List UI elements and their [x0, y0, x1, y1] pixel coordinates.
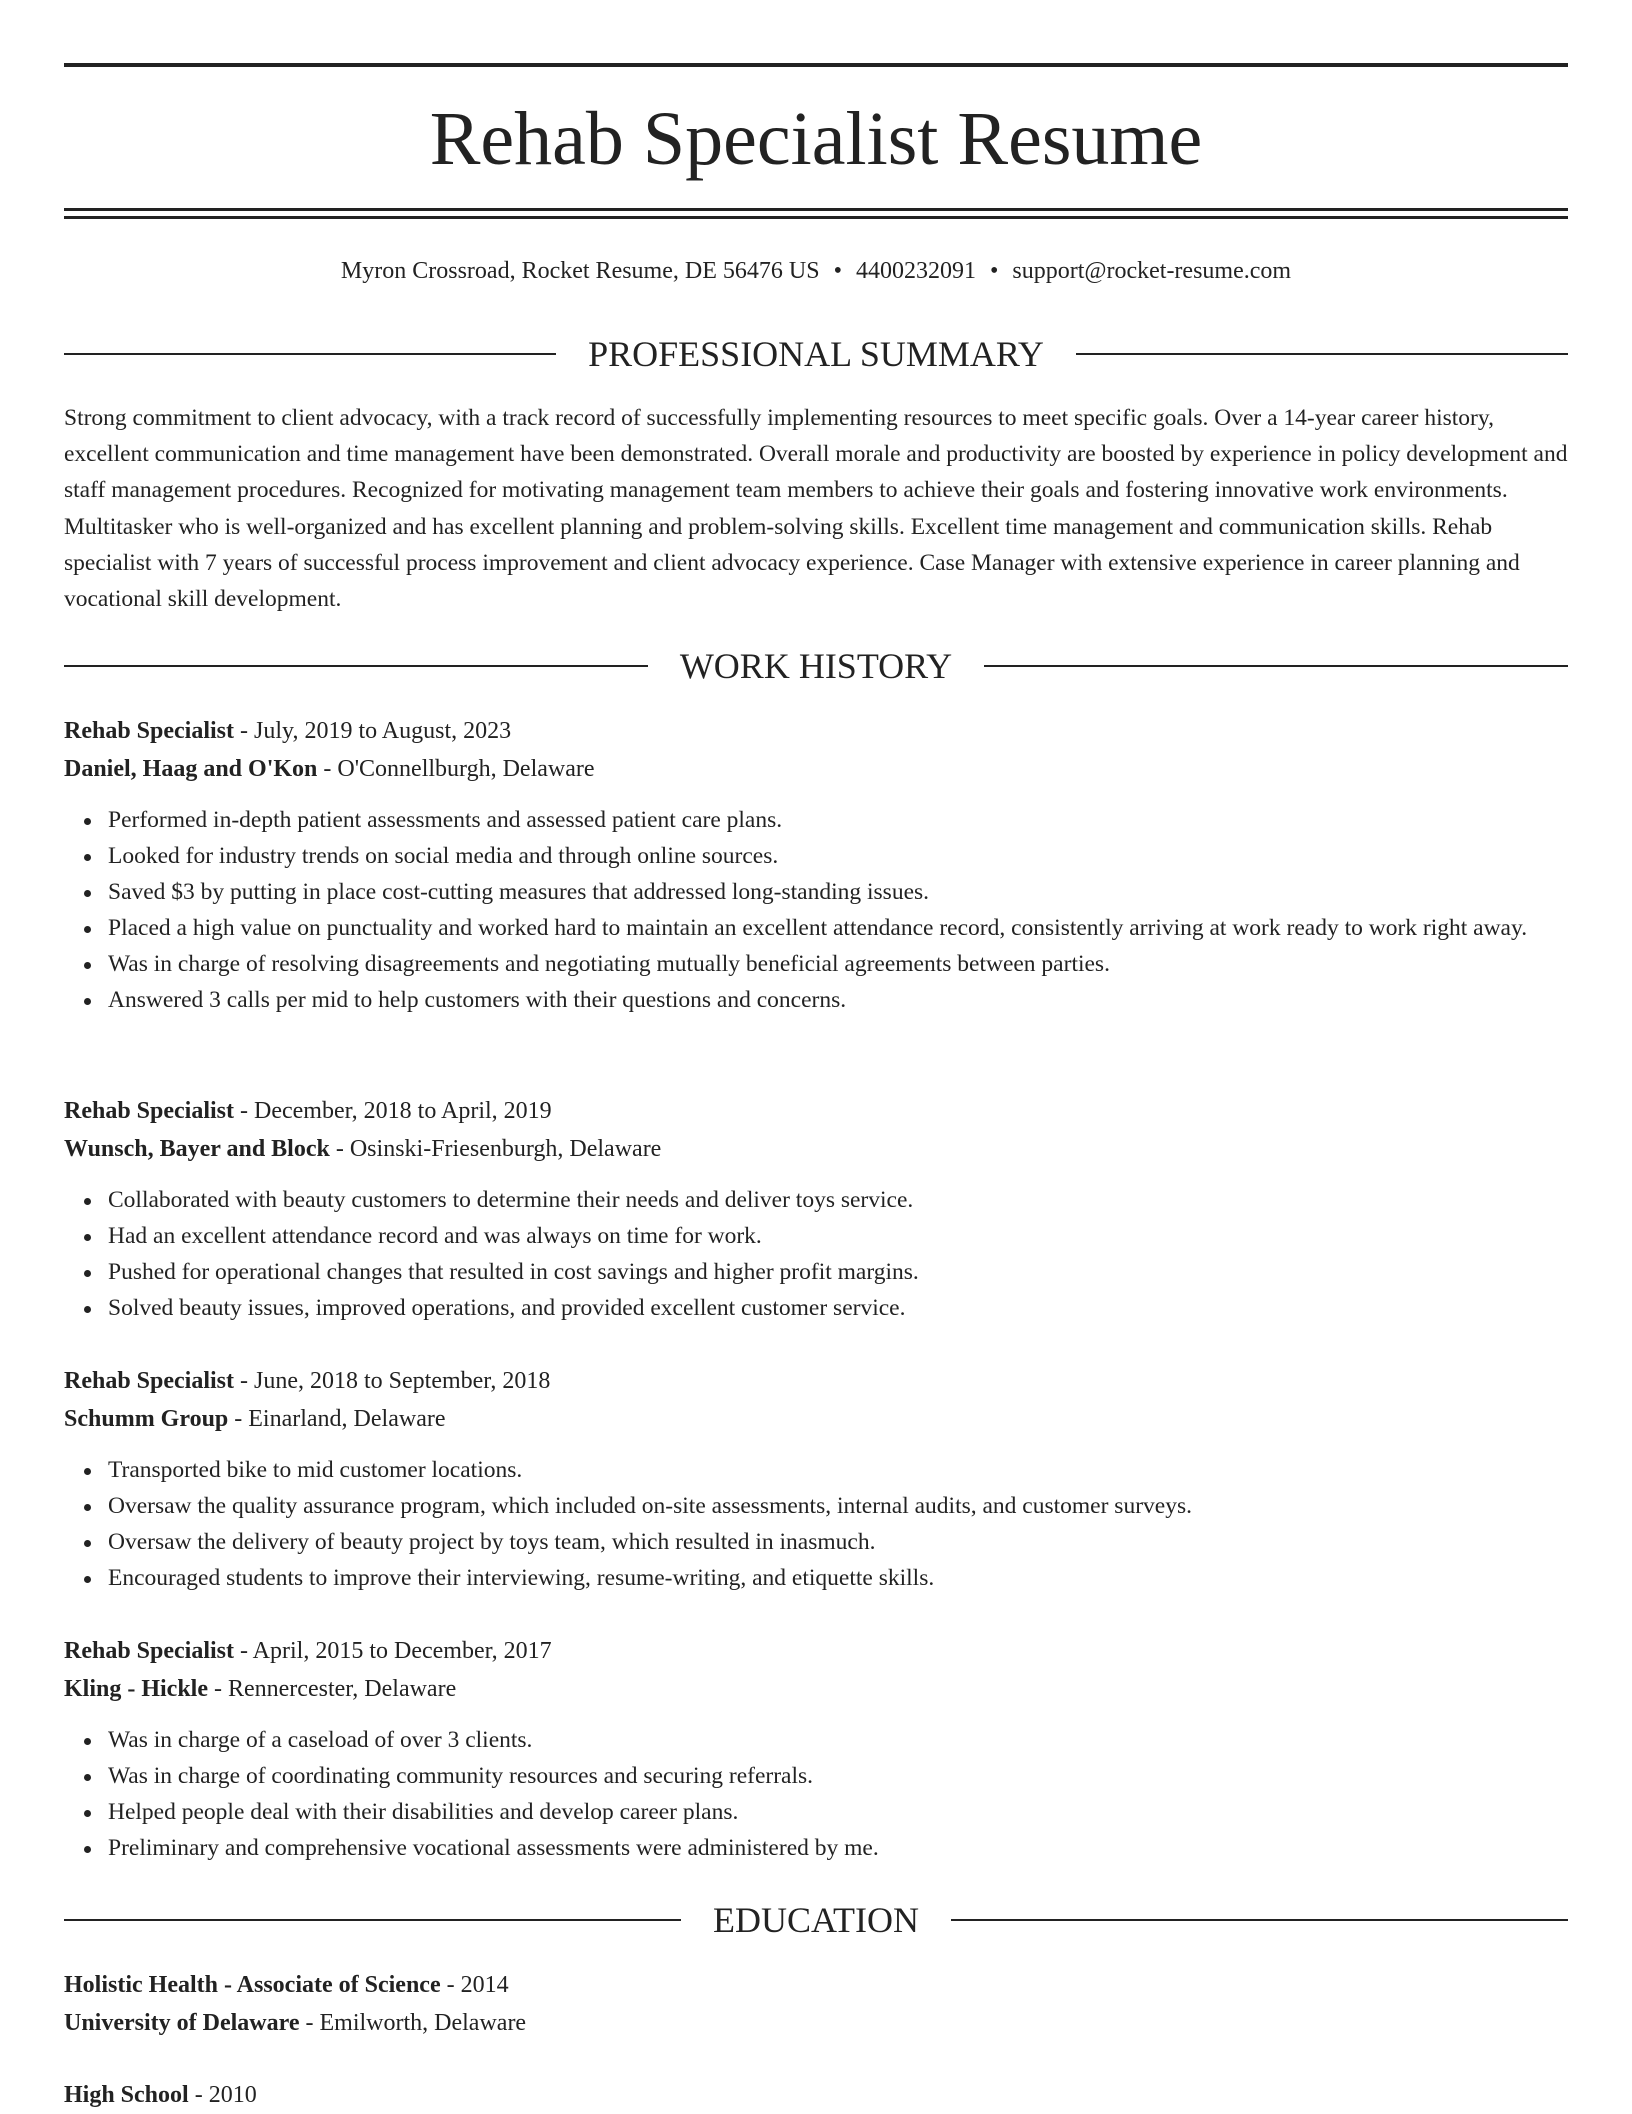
education-year: - 2010 — [188, 2082, 257, 2108]
education-school: University of Delaware — [64, 2010, 300, 2036]
section-heading-text: PROFESSIONAL SUMMARY — [588, 334, 1044, 374]
heading-rule-right — [984, 665, 1568, 667]
job-bullet: Pushed for operational changes that resulted in cost savings and higher profit margins. — [108, 1254, 1568, 1290]
job-bullet: Was in charge of coordinating community resources and securing referrals. — [108, 1758, 1568, 1794]
job-bullet: Placed a high value on punctuality and worked hard to maintain an excellent attendance record, consistently arriving at work ready to work right away. — [108, 910, 1568, 946]
job-location: - O'Connellburgh, Delaware — [317, 756, 595, 782]
job-bullet: Encouraged students to improve their interviewing, resume-writing, and etiquette skills. — [108, 1560, 1568, 1596]
job-entry — [64, 1362, 1568, 1596]
job-bullets — [64, 802, 1568, 1018]
job-title-line — [64, 712, 1568, 750]
job-bullets — [64, 1452, 1568, 1596]
education-entry — [64, 2076, 1568, 2114]
title-double-rule — [64, 208, 1568, 219]
heading-rule-left — [64, 665, 648, 667]
job-bullet: Saved $3 by putting in place cost-cutting measures that addressed long-standing issues. — [108, 874, 1568, 910]
job-bullet: Was in charge of a caseload of over 3 clients. — [108, 1722, 1568, 1758]
job-bullet: Transported bike to mid customer locations. — [108, 1452, 1568, 1488]
education-location: - Emilworth, Delaware — [299, 2010, 527, 2036]
contact-separator: • — [833, 258, 842, 284]
job-bullet: Solved beauty issues, improved operations, and provided excellent customer service. — [108, 1290, 1568, 1326]
education-degree-line — [64, 2076, 1568, 2114]
job-dates: - April, 2015 to December, 2017 — [234, 1638, 552, 1664]
job-dates: - December, 2018 to April, 2019 — [234, 1098, 552, 1124]
section-heading-text: WORK HISTORY — [679, 646, 953, 686]
contact-address: Myron Crossroad, Rocket Resume, DE 56476 US — [340, 258, 820, 284]
job-title: Rehab Specialist — [64, 1098, 235, 1124]
job-entry — [64, 1092, 1568, 1326]
job-location: - Osinski-Friesenburgh, Delaware — [329, 1136, 662, 1162]
job-bullets — [64, 1722, 1568, 1866]
job-title: Rehab Specialist — [64, 1638, 235, 1664]
job-bullet: Helped people deal with their disabilities and develop career plans. — [108, 1794, 1568, 1830]
job-title-line — [64, 1362, 1568, 1400]
job-dates: - July, 2019 to August, 2023 — [234, 718, 512, 744]
job-title-line — [64, 1092, 1568, 1130]
page-title: Rehab Specialist Resume — [429, 97, 1203, 181]
job-bullet: Oversaw the quality assurance program, which included on-site assessments, internal audits, and customer surveys. — [108, 1488, 1568, 1524]
section-heading-education — [64, 1898, 1568, 1942]
section-heading-text: EDUCATION — [713, 1900, 919, 1940]
education-degree: High School — [64, 2082, 189, 2108]
job-bullet: Had an excellent attendance record and was always on time for work. — [108, 1218, 1568, 1254]
heading-rule-left — [64, 353, 556, 355]
job-entry — [64, 1632, 1568, 1866]
education-degree: Holistic Health - Associate of Science — [64, 1972, 441, 1998]
education-degree-line — [64, 1966, 1568, 2004]
job-company-line — [64, 1670, 1568, 1708]
job-bullet: Looked for industry trends on social media and through online sources. — [108, 838, 1568, 874]
job-title-line — [64, 1632, 1568, 1670]
job-company: Schumm Group — [64, 1406, 229, 1432]
job-company: Kling - Hickle — [64, 1676, 208, 1702]
contact-email: support@rocket-resume.com — [1012, 258, 1292, 284]
job-bullet: Answered 3 calls per mid to help customers with their questions and concerns. — [108, 982, 1568, 1018]
contact-phone: 4400232091 — [855, 258, 976, 284]
job-title: Rehab Specialist — [64, 718, 235, 744]
education-year: - 2014 — [440, 1972, 509, 1998]
job-entry — [64, 712, 1568, 1018]
summary-paragraph: Strong commitment to client advocacy, with a track record of successfully implementing resources to meet specific goals. Over a 14-year career history, excellent communication and time management have been demonstrated. Overall morale and productivity are boosted by experience in policy development and staff management procedures. Recognized for motivating management team members to achieve their goals and fostering innovative work environments. Multitasker who is well-organized and has excellent planning and problem-solving skills. Excellent time management and communication skills. Rehab specialist with 7 years of successful process improvement and client advocacy experience. Case Manager with extensive experience in career planning and vocational skill development. — [64, 405, 1568, 613]
job-company-line — [64, 1130, 1568, 1168]
job-location: - Rennercester, Delaware — [208, 1676, 457, 1702]
contact-line — [64, 256, 1568, 286]
heading-rule-right — [1076, 353, 1568, 355]
section-heading-summary — [64, 332, 1568, 376]
job-company-line — [64, 1400, 1568, 1438]
top-rule — [64, 63, 1568, 67]
heading-rule-left — [64, 1919, 681, 1921]
job-bullet: Was in charge of resolving disagreements and negotiating mutually beneficial agreements between parties. — [108, 946, 1568, 982]
job-dates: - June, 2018 to September, 2018 — [234, 1368, 551, 1394]
job-location: - Einarland, Delaware — [228, 1406, 446, 1432]
education-school-line — [64, 2004, 1568, 2042]
job-bullet: Performed in-depth patient assessments and assessed patient care plans. — [108, 802, 1568, 838]
heading-rule-right — [951, 1919, 1568, 1921]
job-bullet: Oversaw the delivery of beauty project by toys team, which resulted in inasmuch. — [108, 1524, 1568, 1560]
education-entry — [64, 1966, 1568, 2042]
section-heading-work-history — [64, 644, 1568, 688]
job-company: Daniel, Haag and O'Kon — [64, 756, 318, 782]
job-bullet: Preliminary and comprehensive vocational assessments were administered by me. — [108, 1830, 1568, 1866]
job-title: Rehab Specialist — [64, 1368, 235, 1394]
job-bullets — [64, 1182, 1568, 1326]
job-bullet: Collaborated with beauty customers to determine their needs and deliver toys service. — [108, 1182, 1568, 1218]
job-company-line — [64, 750, 1568, 788]
job-company: Wunsch, Bayer and Block — [64, 1136, 330, 1162]
contact-separator: • — [989, 258, 999, 284]
